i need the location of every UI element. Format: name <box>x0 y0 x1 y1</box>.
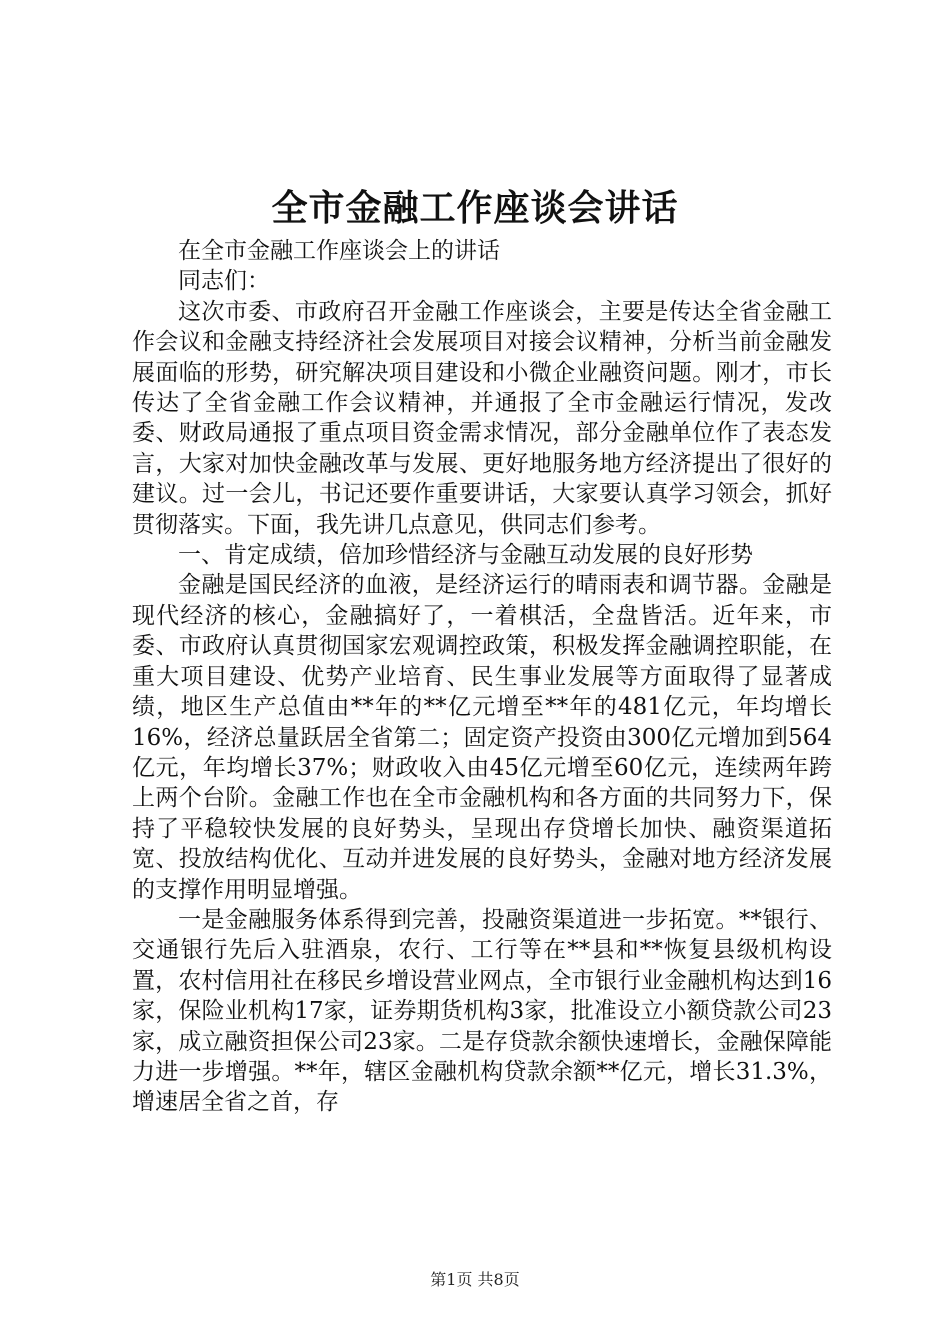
speech-subtitle: 在全市金融工作座谈会上的讲话 <box>178 238 500 264</box>
salutation: 同志们： <box>178 268 270 295</box>
document-body <box>132 236 832 1118</box>
body-paragraph: 一是金融服务体系得到完善，投融资渠道进一步拓宽。**银行、交通银行先后入驻酒泉，农行、工行等在**县和**恢复县级机构设置，农村信用社在移民乡增设营业网点，全市银行业金融机构达到16家，保险业机构17家，证券期货机构3家，批准设立小额贷款公司23家，成立融资担保公司23家。二是存贷款余额快速增长，金融保障能力进一步增强。**年，辖区金融机构贷款余额**亿元，增长31.3%，增速居全省之首，存 <box>132 906 832 1116</box>
page-footer: 第1页 共8页 <box>430 1270 520 1289</box>
section-heading: 一、肯定成绩，倍加珍惜经济与金融互动发展的良好形势 <box>178 542 753 569</box>
body-paragraph: 金融是国民经济的血液，是经济运行的晴雨表和调节器。金融是现代经济的核心，金融搞好了，一着棋活，全盘皆活。近年来，市委、市政府认真贯彻国家宏观调控政策，积极发挥金融调控职能，在重大项目建设、优势产业培育、民生事业发展等方面取得了显著成绩，地区生产总值由**年的**亿元增至**年的481亿元，年均增长16%，经济总量跃居全省第二；固定资产投资由300亿元增加到564亿元，年均增长37%；财政收入由45亿元增至60亿元，连续两年跨上两个台阶。金融工作也在全市金融机构和各方面的共同努力下，保持了平稳较快发展的良好势头，呈现出存贷增长加快、融资渠道拓宽、投放结构优化、互动并进发展的良好势头，金融对地方经济发展的支撑作用明显增强。 <box>132 572 832 903</box>
document-title: 全市金融工作座谈会讲话 <box>271 187 679 229</box>
body-paragraph: 这次市委、市政府召开金融工作座谈会，主要是传达全省金融工作会议和金融支持经济社会发展项目对接会议精神，分析当前金融发展面临的形势，研究解决项目建设和小微企业融资问题。刚才，市长传达了全省金融工作会议精神，并通报了全市金融运行情况，发改委、财政局通报了重点项目资金需求情况，部分金融单位作了表态发言，大家对加快金融改革与发展、更好地服务地方经济提出了很好的建议。过一会儿，书记还要作重要讲话，大家要认真学习领会，抓好贯彻落实。下面，我先讲几点意见，供同志们参考。 <box>132 298 832 538</box>
